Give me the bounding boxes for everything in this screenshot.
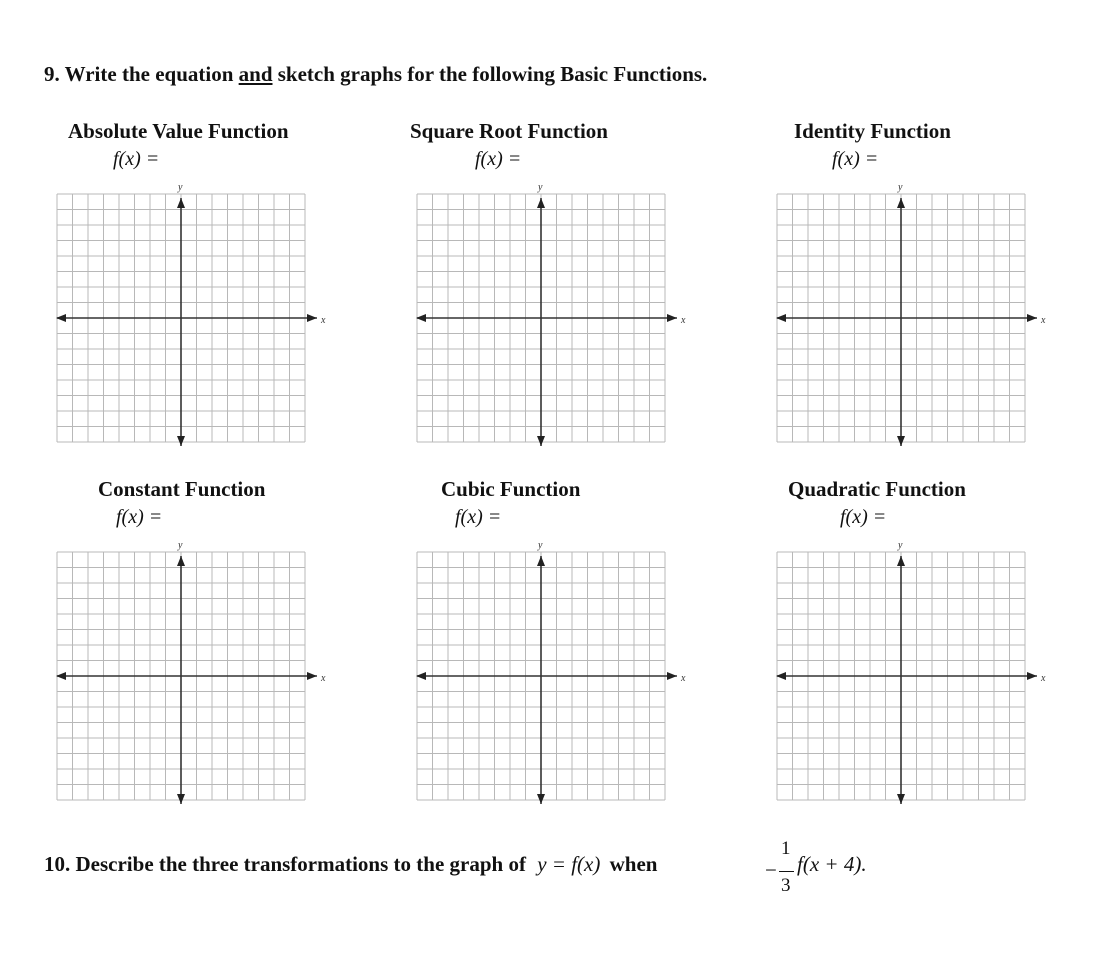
- y-axis-up-arrow: [537, 556, 545, 566]
- y-axis-up-arrow: [177, 556, 185, 566]
- x-axis-label: x: [1041, 673, 1046, 684]
- panel-title-absolute-value: Absolute Value Function: [68, 119, 289, 143]
- panel-title-square-root: Square Root Function: [410, 119, 608, 143]
- fraction-denominator: 3: [781, 875, 791, 896]
- fraction-numerator: 1: [781, 838, 791, 859]
- panel-title-identity: Identity Function: [794, 119, 951, 143]
- x-axis-right-arrow: [667, 314, 677, 322]
- question-10-expression: f(x + 4).: [797, 852, 867, 876]
- fraction-negative-sign: −: [765, 858, 777, 882]
- y-axis-down-arrow: [537, 436, 545, 446]
- panel-fx-quadratic[interactable]: f(x) =: [840, 506, 887, 528]
- x-axis-right-arrow: [1027, 314, 1037, 322]
- question-9-number: 9.: [44, 62, 60, 86]
- panel-fx-identity[interactable]: f(x) =: [832, 148, 879, 170]
- y-axis-label: y: [898, 182, 903, 193]
- y-axis-down-arrow: [897, 794, 905, 804]
- y-axis-up-arrow: [897, 556, 905, 566]
- y-axis-label: y: [898, 540, 903, 551]
- panel-title-constant: Constant Function: [98, 477, 266, 501]
- panel-fx-cubic[interactable]: f(x) =: [455, 506, 502, 528]
- y-axis-up-arrow: [537, 198, 545, 208]
- panel-fx-constant[interactable]: f(x) =: [116, 506, 163, 528]
- question-9-text-start: Write the equation: [59, 62, 239, 86]
- y-axis-label: y: [538, 540, 543, 551]
- x-axis-label: x: [321, 673, 326, 684]
- y-axis-label: y: [538, 182, 543, 193]
- question-10-equation: y = f(x): [537, 852, 601, 876]
- y-axis-down-arrow: [177, 436, 185, 446]
- y-axis-down-arrow: [177, 794, 185, 804]
- panel-title-quadratic: Quadratic Function: [788, 477, 966, 501]
- graph-grid-constant[interactable]: [54, 538, 324, 803]
- question-10-text: 10. Describe the three transformations to the graph of: [44, 852, 526, 876]
- x-axis-label: x: [681, 673, 686, 684]
- question-9-underlined-word: and: [238, 62, 273, 86]
- panel-title-cubic: Cubic Function: [441, 477, 581, 501]
- y-axis-up-arrow: [897, 198, 905, 208]
- x-axis-label: x: [321, 315, 326, 326]
- x-axis-right-arrow: [667, 672, 677, 680]
- y-axis-down-arrow: [537, 794, 545, 804]
- y-axis-down-arrow: [897, 436, 905, 446]
- y-axis-label: y: [178, 540, 183, 551]
- graph-grid-quadratic[interactable]: [774, 538, 1044, 803]
- question-10: [44, 852, 657, 877]
- question-10-when: when: [609, 852, 658, 876]
- x-axis-label: x: [681, 315, 686, 326]
- x-axis-right-arrow: [1027, 672, 1037, 680]
- question-9: [44, 62, 707, 87]
- fraction-bar: [779, 871, 794, 872]
- panel-fx-absolute-value[interactable]: f(x) =: [113, 148, 160, 170]
- y-axis-label: y: [178, 182, 183, 193]
- x-axis-right-arrow: [307, 672, 317, 680]
- graph-grid-absolute-value[interactable]: [54, 180, 324, 445]
- y-axis-up-arrow: [177, 198, 185, 208]
- graph-grid-cubic[interactable]: [414, 538, 684, 803]
- panel-fx-square-root[interactable]: f(x) =: [475, 148, 522, 170]
- x-axis-right-arrow: [307, 314, 317, 322]
- graph-grid-identity[interactable]: [774, 180, 1044, 445]
- question-10-fraction: [765, 838, 795, 900]
- question-9-text-end: sketch graphs for the following Basic Functions.: [272, 62, 708, 86]
- x-axis-label: x: [1041, 315, 1046, 326]
- graph-grid-square-root[interactable]: [414, 180, 684, 445]
